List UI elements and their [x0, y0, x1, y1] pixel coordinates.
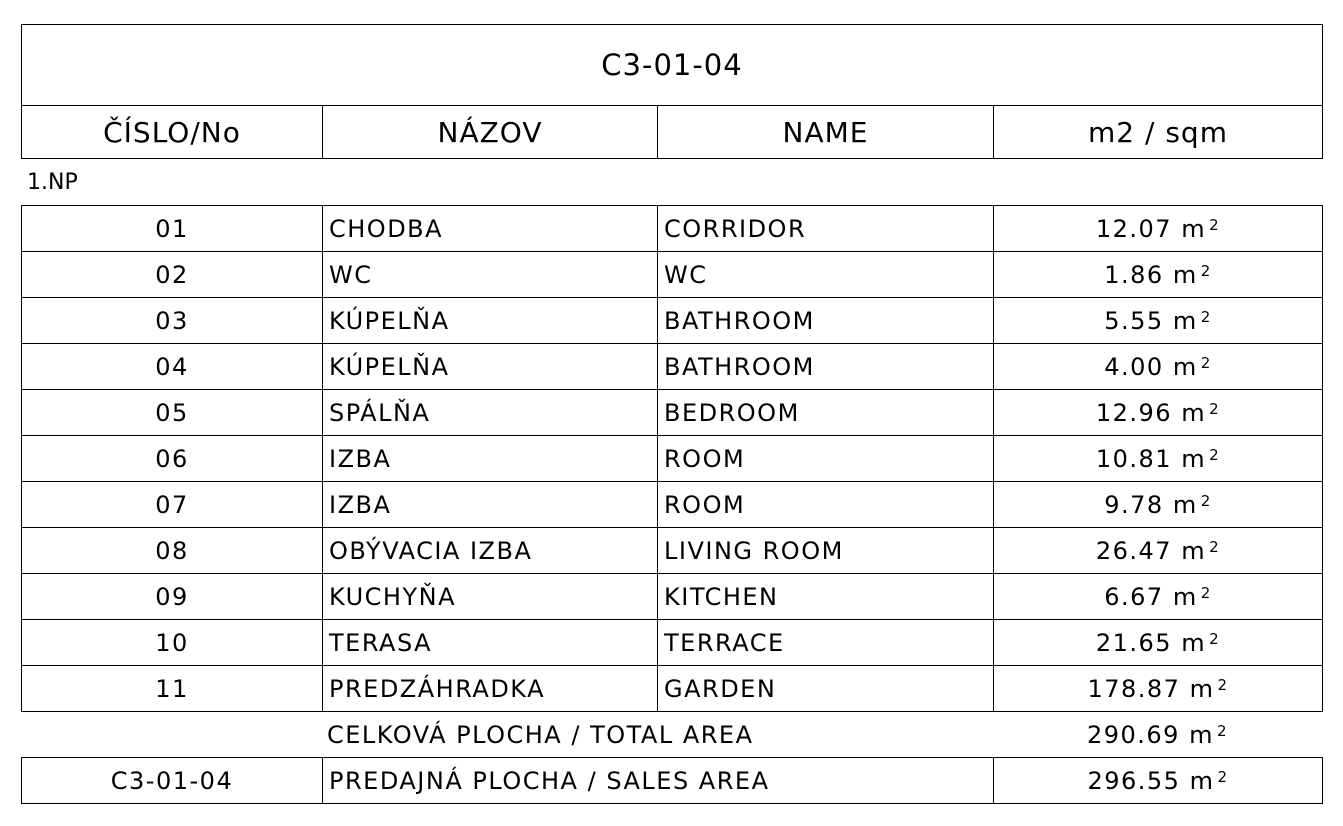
- room-area: [993, 390, 1322, 435]
- room-area: [993, 298, 1322, 343]
- unit: m: [1181, 444, 1207, 473]
- unit-exponent: 2: [1200, 307, 1212, 326]
- room-area-number: 6.67: [1104, 582, 1164, 611]
- sales-area-number: 296.55: [1087, 766, 1181, 795]
- unit: m: [1189, 674, 1215, 703]
- room-area: [993, 206, 1322, 251]
- room-name-sk: TERASA: [322, 620, 657, 665]
- room-name-en: BATHROOM: [657, 344, 993, 389]
- unit-exponent: 2: [1200, 353, 1212, 372]
- unit-exponent: 2: [1200, 261, 1212, 280]
- unit: m: [1189, 720, 1214, 749]
- unit-exponent: 2: [1209, 445, 1221, 464]
- schedule-title: C3-01-04: [21, 24, 1323, 106]
- table-row: [21, 666, 1323, 712]
- room-name-en: KITCHEN: [657, 574, 993, 619]
- room-name-en: TERRACE: [657, 620, 993, 665]
- unit-exponent: 2: [1209, 537, 1221, 556]
- total-area-number: 290.69: [1086, 720, 1180, 749]
- room-name-en: ROOM: [657, 436, 993, 481]
- room-area: [993, 666, 1322, 711]
- room-area-number: 5.55: [1104, 306, 1164, 335]
- room-area-number: 26.47: [1095, 536, 1173, 565]
- unit: m: [1181, 536, 1207, 565]
- room-area: [993, 252, 1322, 297]
- unit-exponent: 2: [1209, 399, 1221, 418]
- room-area: [993, 620, 1322, 665]
- room-number: 08: [155, 536, 189, 565]
- table-row: [21, 206, 1323, 252]
- room-area-number: 178.87: [1087, 674, 1181, 703]
- table-row: [21, 436, 1323, 482]
- room-area: [993, 344, 1322, 389]
- unit-exponent: 2: [1200, 583, 1212, 602]
- room-name-en: CORRIDOR: [657, 206, 993, 251]
- room-name-sk: IZBA: [322, 482, 657, 527]
- room-schedule: [21, 24, 1323, 804]
- total-label: CELKOVÁ PLOCHA / TOTAL AREA: [327, 720, 754, 749]
- room-number: 05: [155, 398, 189, 427]
- room-area-number: 21.65: [1095, 628, 1173, 657]
- total-value: [992, 712, 1323, 757]
- room-area: [993, 436, 1322, 481]
- room-number: 10: [155, 628, 189, 657]
- room-area-number: 1.86: [1104, 260, 1164, 289]
- total-row: [21, 712, 1323, 758]
- room-name-en: BEDROOM: [657, 390, 993, 435]
- room-area: [993, 574, 1322, 619]
- unit: m: [1189, 766, 1215, 795]
- room-area-number: 10.81: [1095, 444, 1173, 473]
- unit: m: [1181, 214, 1207, 243]
- floor-label: 1.NP: [27, 169, 78, 195]
- room-name-sk: KÚPELŇA: [322, 298, 657, 343]
- unit-exponent: 2: [1209, 215, 1221, 234]
- table-row: [21, 620, 1323, 666]
- room-name-sk: KUCHYŇA: [322, 574, 657, 619]
- room-number: 06: [155, 444, 189, 473]
- room-area-number: 12.96: [1095, 398, 1173, 427]
- room-number: 04: [155, 352, 189, 381]
- room-number: 02: [155, 260, 189, 289]
- room-area-number: 4.00: [1104, 352, 1164, 381]
- room-name-sk: OBÝVACIA IZBA: [322, 528, 657, 573]
- room-name-sk: CHODBA: [322, 206, 657, 251]
- room-area: [993, 482, 1322, 527]
- room-name-en: WC: [657, 252, 993, 297]
- table-row: [21, 298, 1323, 344]
- sales-row: [21, 758, 1323, 804]
- rooms-table: [21, 205, 1323, 712]
- header-number: ČÍSLO/No: [103, 115, 241, 149]
- room-number: 07: [155, 490, 189, 519]
- table-row: [21, 344, 1323, 390]
- room-area: [993, 528, 1322, 573]
- table-row: [21, 252, 1323, 298]
- room-name-en: BATHROOM: [657, 298, 993, 343]
- unit: m: [1172, 260, 1198, 289]
- room-name-sk: SPÁLŇA: [322, 390, 657, 435]
- unit-exponent: 2: [1200, 491, 1212, 510]
- room-name-sk: WC: [322, 252, 657, 297]
- room-number: 03: [155, 306, 189, 335]
- unit-exponent: 2: [1217, 767, 1229, 786]
- table-row: [21, 574, 1323, 620]
- sales-label: PREDAJNÁ PLOCHA / SALES AREA: [322, 758, 993, 803]
- room-number: 09: [155, 582, 189, 611]
- sales-code: C3-01-04: [110, 766, 234, 795]
- room-name-en: ROOM: [657, 482, 993, 527]
- unit: m: [1172, 582, 1198, 611]
- room-area-number: 12.07: [1095, 214, 1173, 243]
- room-name-sk: PREDZÁHRADKA: [322, 666, 657, 711]
- unit: m: [1181, 398, 1207, 427]
- room-name-sk: KÚPELŇA: [322, 344, 657, 389]
- room-name-sk: IZBA: [322, 436, 657, 481]
- unit: m: [1172, 352, 1198, 381]
- sales-value: [993, 758, 1322, 803]
- room-name-en: LIVING ROOM: [657, 528, 993, 573]
- table-row: [21, 528, 1323, 574]
- room-number: 11: [155, 674, 189, 703]
- unit: m: [1181, 628, 1207, 657]
- room-number: 01: [155, 214, 189, 243]
- table-row: [21, 390, 1323, 436]
- header-name-en: NAME: [657, 106, 993, 158]
- unit-exponent: 2: [1209, 629, 1221, 648]
- room-area-number: 9.78: [1104, 490, 1164, 519]
- header-row: [21, 106, 1323, 159]
- header-name-sk: NÁZOV: [322, 106, 657, 158]
- room-name-en: GARDEN: [657, 666, 993, 711]
- header-area: m2 / sqm: [993, 106, 1322, 158]
- unit-exponent: 2: [1216, 721, 1229, 740]
- unit: m: [1172, 490, 1198, 519]
- unit-exponent: 2: [1217, 675, 1229, 694]
- unit: m: [1172, 306, 1198, 335]
- table-row: [21, 482, 1323, 528]
